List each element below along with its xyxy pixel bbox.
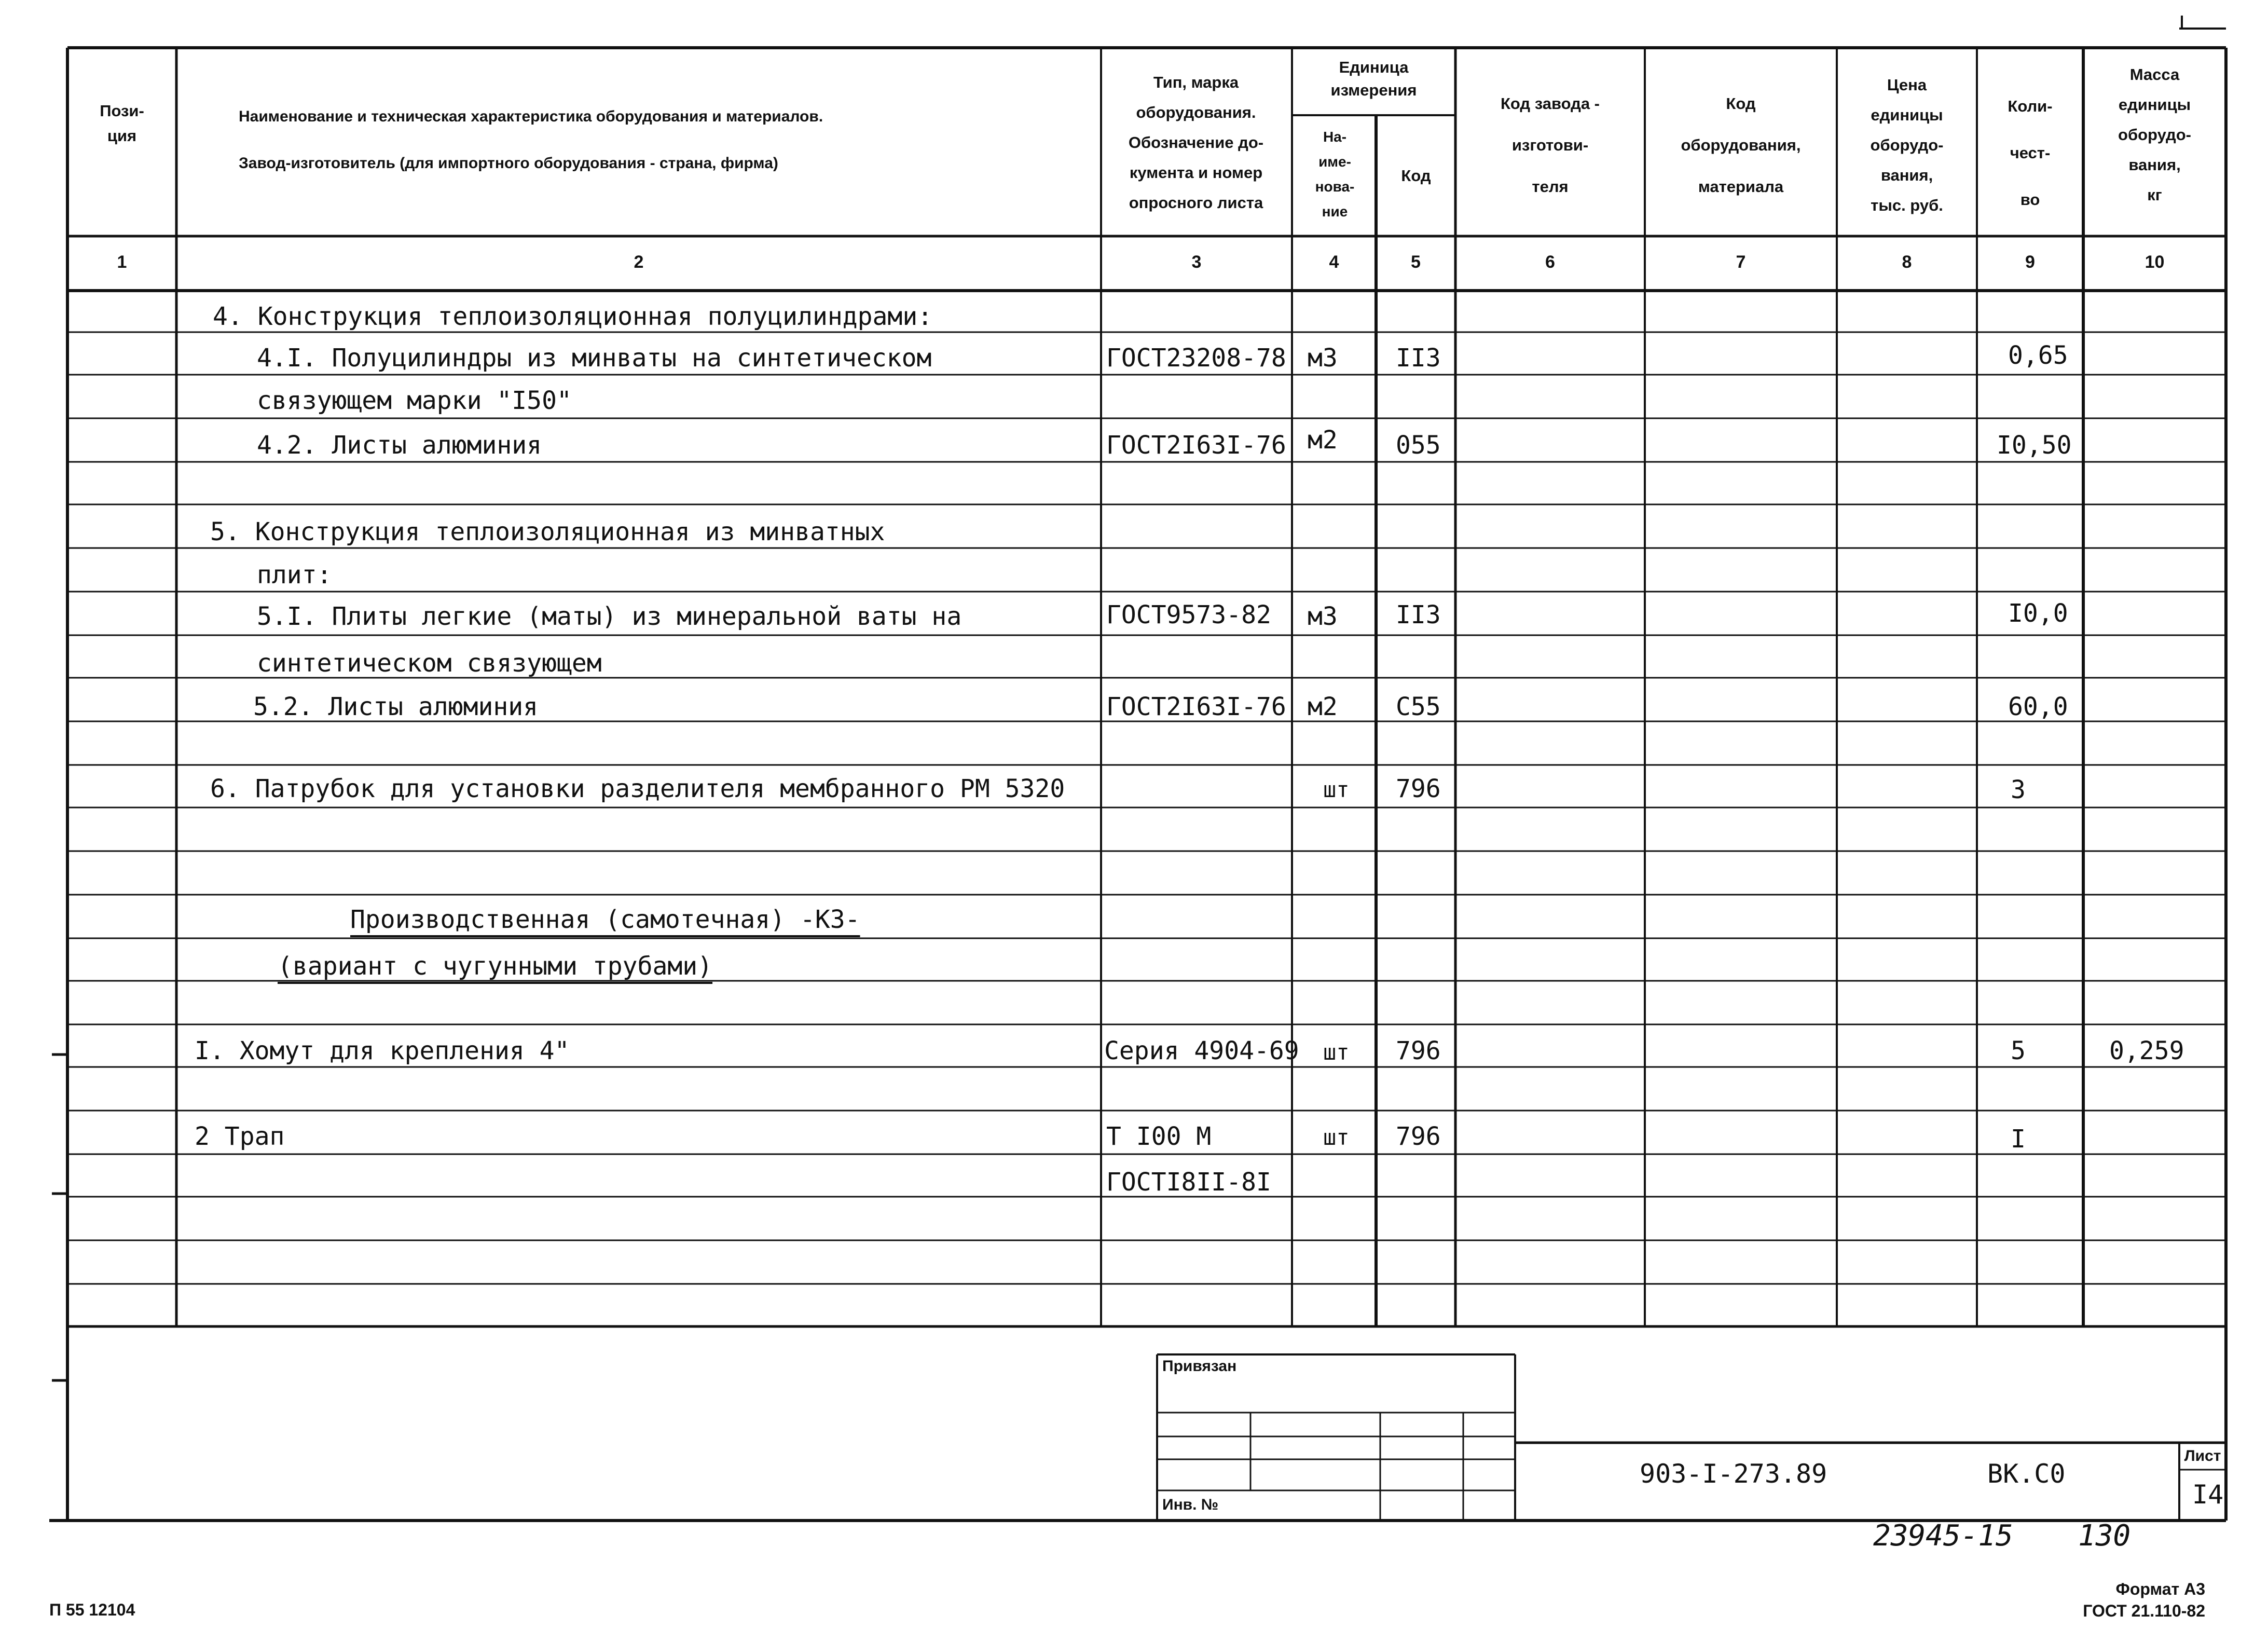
header-text: кг xyxy=(2147,186,2162,204)
header-text: Обозначение до- xyxy=(1128,133,1264,152)
row-unit: шт xyxy=(1323,1125,1350,1150)
header-text: опросного листа xyxy=(1129,194,1263,212)
header-text: Код xyxy=(1401,167,1431,185)
header-col-position xyxy=(73,99,171,148)
col-number: 2 xyxy=(634,252,644,272)
stamp-mark: ВК.С0 xyxy=(1987,1459,2066,1489)
header-text: Коли- xyxy=(2008,97,2053,115)
row-name: 2 Трап xyxy=(195,1122,285,1151)
header-col-unit-name xyxy=(1295,125,1375,224)
header-text: кумента и номер xyxy=(1129,163,1263,182)
header-text: нова- xyxy=(1315,179,1355,195)
col-number: 9 xyxy=(2025,252,2035,272)
row-code: С55 xyxy=(1396,692,1441,721)
row-name: 4.I. Полуцилиндры из минваты на синтетическом xyxy=(257,344,932,373)
header-text: измерения xyxy=(1330,81,1417,99)
header-text: изготови- xyxy=(1511,136,1589,154)
stamp-inv-label: Инв. № xyxy=(1162,1496,1219,1513)
header-col-factory-code xyxy=(1458,83,1642,208)
header-text: име- xyxy=(1318,154,1351,170)
header-text: Пози- xyxy=(100,102,144,120)
stamp-project-code: 903-I-273.89 xyxy=(1640,1459,1827,1489)
header-text: оборудо- xyxy=(1870,136,1944,154)
stamp-sheet-number: I4 xyxy=(2192,1480,2224,1510)
header-text: единицы xyxy=(2118,95,2191,114)
header-text: Код xyxy=(1726,94,1756,113)
header-text: чест- xyxy=(2010,144,2051,162)
row-text: связующем марки "I50" xyxy=(257,386,572,415)
header-text: Код завода - xyxy=(1500,94,1600,113)
row-doc: Т I00 М xyxy=(1106,1122,1212,1151)
row-code: 796 xyxy=(1396,1122,1441,1151)
header-text: Наименование и техническая характеристика оборудования и материалов. xyxy=(239,108,823,125)
header-text: материала xyxy=(1698,177,1784,196)
col-number: 4 xyxy=(1329,252,1339,272)
footer-gost: ГОСТ 21.110-82 xyxy=(2083,1601,2205,1620)
row-qty: 60,0 xyxy=(2008,692,2068,721)
col-number: 5 xyxy=(1411,252,1421,272)
row-name: I. Хомут для крепления 4" xyxy=(195,1036,570,1065)
header-col-unit-group xyxy=(1295,56,1453,102)
header-col-type xyxy=(1105,67,1287,218)
row-unit: м3 xyxy=(1308,602,1338,631)
row-unit: м3 xyxy=(1308,344,1338,373)
row-doc: ГОСТ9573-82 xyxy=(1106,600,1271,629)
header-col-name xyxy=(239,93,1079,187)
col-number: 7 xyxy=(1736,252,1746,272)
row-unit: м2 xyxy=(1308,692,1338,721)
col-number: 6 xyxy=(1545,252,1555,272)
row-text: 4. Конструкция теплоизоляционная полуцилиндрами: xyxy=(213,302,933,331)
col-number: 1 xyxy=(117,252,127,272)
row-name: 5.I. Плиты легкие (маты) из минеральной ваты на xyxy=(257,602,962,631)
col-number: 10 xyxy=(2145,252,2165,272)
header-text: Масса xyxy=(2129,65,2180,84)
header-text: единицы xyxy=(1871,106,1943,124)
header-col-quantity xyxy=(1980,83,2081,223)
col-number: 8 xyxy=(1902,252,1912,272)
handwritten-number: 23945-15 xyxy=(1873,1519,2013,1553)
section-title: Производственная (самотечная) -К3- xyxy=(350,905,860,934)
header-text: Тип, марка xyxy=(1153,73,1239,91)
row-doc: ГОСТI8II-8I xyxy=(1106,1168,1271,1197)
row-mass: 0,259 xyxy=(2109,1036,2184,1065)
header-text: во xyxy=(2020,190,2040,209)
header-text: вания, xyxy=(2128,156,2181,174)
header-text: оборудования. xyxy=(1136,103,1256,121)
row-name: 5.2. Листы алюминия xyxy=(253,692,539,721)
header-text: оборудования, xyxy=(1681,136,1801,154)
header-text: ние xyxy=(1322,203,1348,220)
row-text: 5. Конструкция теплоизоляционная из минватных xyxy=(210,517,885,546)
header-text: тыс. руб. xyxy=(1871,196,1943,214)
row-unit: шт xyxy=(1323,1039,1350,1065)
stamp-sheet-label: Лист xyxy=(2184,1447,2221,1464)
row-qty: I0,50 xyxy=(1997,431,2072,460)
header-text: оборудо- xyxy=(2118,126,2191,144)
header-text: На- xyxy=(1323,129,1347,145)
header-text: ция xyxy=(107,127,137,145)
header-text: Цена xyxy=(1887,76,1927,94)
header-text: теля xyxy=(1532,177,1569,196)
header-text: Единица xyxy=(1339,58,1409,76)
row-qty: I xyxy=(2011,1125,2026,1154)
row-doc: Серия 4904-69 xyxy=(1104,1036,1299,1065)
row-doc: ГОСТ2I63I-76 xyxy=(1106,431,1286,460)
row-text: плит: xyxy=(257,560,332,590)
row-name: 6. Патрубок для установки разделителя мембранного РМ 5320 xyxy=(210,774,1065,803)
header-col-mass xyxy=(2086,60,2223,210)
row-code: II3 xyxy=(1396,344,1441,373)
header-text: вания, xyxy=(1880,166,1933,184)
row-qty: 0,65 xyxy=(2008,341,2068,370)
handwritten-number-2: 130 xyxy=(2078,1519,2131,1553)
row-unit: м2 xyxy=(1308,426,1338,455)
row-code: 796 xyxy=(1396,774,1441,803)
row-name: 4.2. Листы алюминия xyxy=(257,431,542,460)
row-text: синтетическом связующем xyxy=(257,649,602,678)
row-qty: I0,0 xyxy=(2008,599,2068,628)
footer-left-code: П 55 12104 xyxy=(49,1600,135,1619)
footer-format: Формат А3 xyxy=(2115,1580,2205,1598)
row-code: 796 xyxy=(1396,1036,1441,1065)
row-code: 055 xyxy=(1396,431,1441,460)
row-doc: ГОСТ2I63I-76 xyxy=(1106,692,1286,721)
row-doc: ГОСТ23208-78 xyxy=(1106,344,1286,373)
col-number: 3 xyxy=(1191,252,1202,272)
row-qty: 5 xyxy=(2011,1036,2026,1065)
row-code: II3 xyxy=(1396,600,1441,629)
row-qty: 3 xyxy=(2011,775,2026,804)
section-subtitle: (вариант с чугунными трубами) xyxy=(278,952,713,981)
header-col-price xyxy=(1839,70,1974,221)
header-col-equipment-code xyxy=(1647,83,1834,208)
stamp-attached-label: Привязан xyxy=(1162,1358,1237,1375)
row-unit: шт xyxy=(1323,777,1350,802)
header-col-unit-code xyxy=(1378,161,1454,191)
header-text: Завод-изготовитель (для импортного оборудования - страна, фирма) xyxy=(239,155,778,172)
